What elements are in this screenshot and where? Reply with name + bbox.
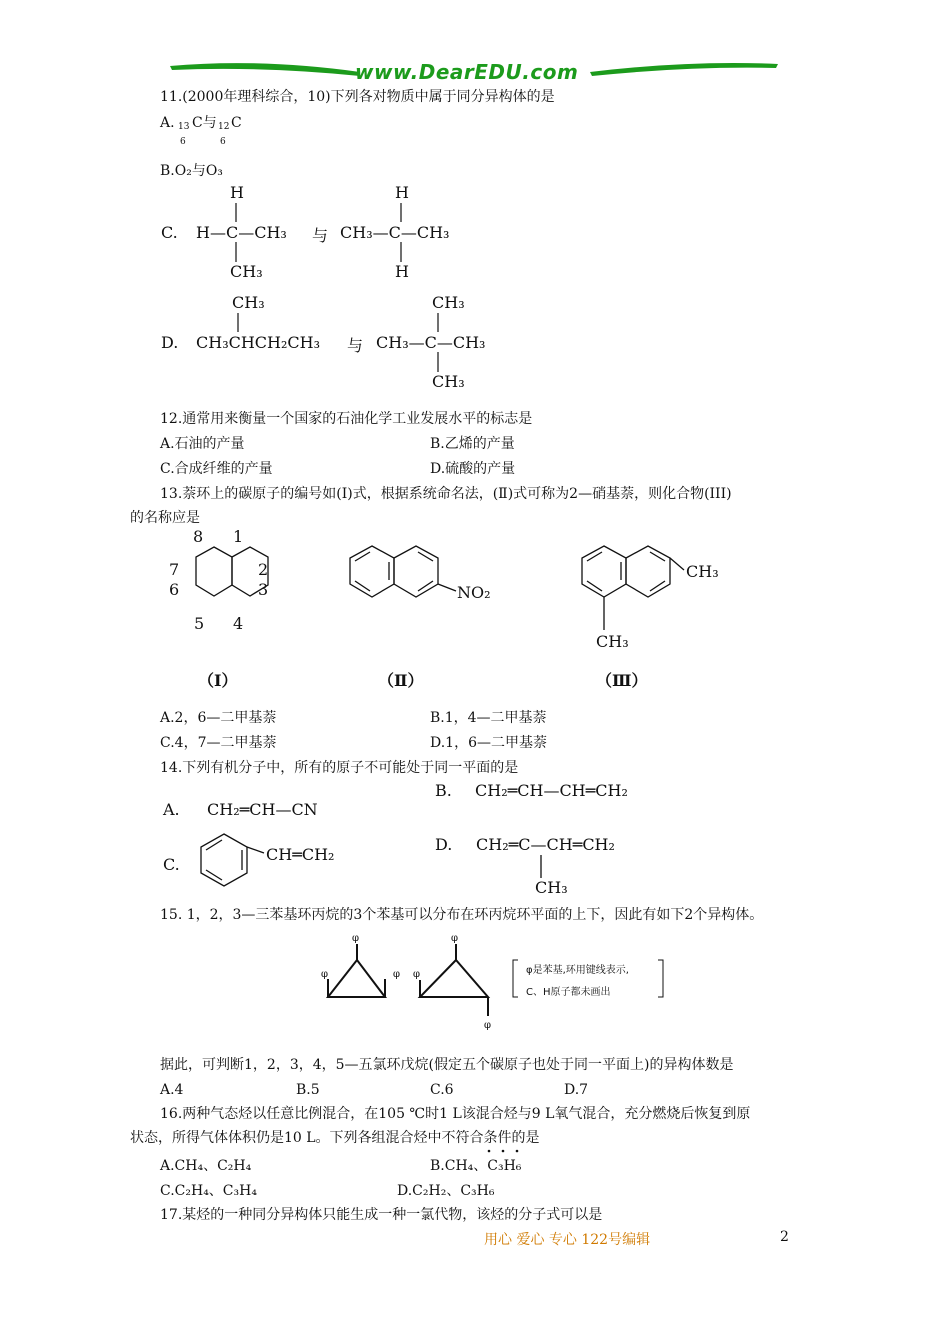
q13-num-2: 2 bbox=[258, 560, 269, 579]
q13-num-1: 1 bbox=[233, 527, 244, 546]
q13-label-2: （Ⅱ） bbox=[378, 671, 424, 690]
q11-a-mass13: 13 bbox=[178, 122, 190, 132]
q15-note-line1: φ是苯基,环用键线表示, bbox=[526, 965, 629, 976]
q15-phi-5: φ bbox=[413, 969, 421, 980]
q11-c-right-top: H bbox=[395, 183, 409, 202]
site-logo: www.DearEDU.com bbox=[355, 60, 579, 84]
q13-stem-line1: 13.萘环上的碳原子的编号如(Ⅰ)式，根据系统命名法，(Ⅱ)式可称为2—硝基萘，则化合物(III) bbox=[160, 486, 732, 502]
q14-option-d-formula: CH₂═C—CH═CH₂ bbox=[476, 835, 615, 854]
q11-a-c-and: C与 bbox=[192, 115, 217, 131]
q13-option-a: A.2，6—二甲基萘 bbox=[160, 710, 277, 726]
q14-option-d-sub: CH₃ bbox=[535, 878, 568, 897]
q13-num-4: 4 bbox=[233, 614, 244, 633]
q14-option-b-label: B. bbox=[435, 781, 452, 800]
footer-text: 用心 爱心 专心 122号编辑 bbox=[484, 1232, 651, 1248]
q12-option-c: C.合成纤维的产量 bbox=[160, 461, 273, 477]
q13-ch3-bottom: CH₃ bbox=[596, 632, 629, 651]
q13-option-d: D.1，6—二甲基萘 bbox=[430, 735, 547, 751]
q13-num-5: 5 bbox=[194, 614, 205, 633]
q11-d-left-row: CH₃CHCH₂CH₃ bbox=[196, 333, 321, 352]
q11-a-c: C bbox=[231, 115, 242, 131]
q13-num-3: 3 bbox=[258, 580, 269, 599]
q13-no2: NO₂ bbox=[457, 583, 491, 602]
q11-option-c-label: C. bbox=[161, 223, 178, 242]
q14-option-d-label: D. bbox=[435, 835, 453, 854]
q11-c-left-row: H—C—CH₃ bbox=[196, 223, 287, 242]
q13-ch3-right: CH₃ bbox=[686, 562, 719, 581]
q11-d-left-top: CH₃ bbox=[232, 293, 265, 312]
q11-c-right-bottom: H bbox=[395, 262, 409, 281]
q14-option-a-label: A. bbox=[163, 800, 180, 819]
q11-a-z6b: 6 bbox=[220, 137, 226, 147]
q11-d-right-top: CH₃ bbox=[432, 293, 465, 312]
q15-phi-6: φ bbox=[484, 1020, 492, 1031]
q13-num-8: 8 bbox=[193, 527, 204, 546]
q13-label-3: （Ⅲ） bbox=[596, 671, 648, 690]
q15-phi-3: φ bbox=[393, 969, 401, 980]
q11-a-z6a: 6 bbox=[180, 137, 186, 147]
q13-option-b: B.1，4—二甲基萘 bbox=[430, 710, 547, 726]
q15-option-b: B.5 bbox=[296, 1082, 320, 1098]
q14-option-a-formula: CH₂═CH—CN bbox=[207, 800, 318, 819]
q11-d-right-bottom: CH₃ bbox=[432, 372, 465, 391]
q12-option-b: B.乙烯的产量 bbox=[430, 436, 515, 452]
q11-a-mass12: 12 bbox=[218, 122, 230, 132]
q11-c-left-top: H bbox=[230, 183, 244, 202]
q11-c-left-bottom: CH₃ bbox=[230, 262, 263, 281]
q13-num-7: 7 bbox=[169, 560, 180, 579]
q11-d-right-row: CH₃—C—CH₃ bbox=[376, 333, 486, 352]
q15-option-a: A.4 bbox=[160, 1082, 184, 1098]
q13-option-c: C.4，7—二甲基萘 bbox=[160, 735, 277, 751]
q15-phi-1: φ bbox=[352, 933, 360, 944]
q14-stem: 14.下列有机分子中，所有的原子不可能处于同一平面的是 bbox=[160, 760, 519, 776]
q14-option-b-formula: CH₂═CH—CH═CH₂ bbox=[475, 781, 628, 800]
q12-option-d: D.硫酸的产量 bbox=[430, 461, 516, 477]
q12-stem: 12.通常用来衡量一个国家的石油化学工业发展水平的标志是 bbox=[160, 411, 533, 427]
q15-option-d: D.7 bbox=[564, 1082, 589, 1098]
q11-option-d-label: D. bbox=[161, 333, 179, 352]
q11-option-b: B.O₂与O₃ bbox=[160, 163, 223, 179]
q14-option-c-label: C. bbox=[163, 855, 180, 874]
q16-stem-line1: 16.两种气态烃以任意比例混合，在105 ℃时1 L该混合烃与9 L氧气混合，充分燃烧后恢复到原 bbox=[160, 1106, 751, 1122]
q11-c-right-row: CH₃—C—CH₃ bbox=[340, 223, 450, 242]
q13-label-1: （Ⅰ） bbox=[198, 671, 238, 690]
q11-c-yu: 与 bbox=[312, 226, 329, 245]
q16-option-a: A.CH₄、C₂H₄ bbox=[160, 1158, 252, 1174]
q13-num-6: 6 bbox=[169, 580, 180, 599]
q11-option-a-label: A. bbox=[160, 115, 175, 131]
q12-option-a: A.石油的产量 bbox=[160, 436, 245, 452]
q16-option-c: C.C₂H₄、C₃H₄ bbox=[160, 1183, 257, 1199]
q16-option-d: D.C₂H₂、C₃H₆ bbox=[397, 1183, 495, 1199]
q15-question: 据此，可判断1，2，3，4，5—五氯环戊烷(假定五个碳原子也处于同一平面上)的异构体数是 bbox=[160, 1057, 734, 1073]
q15-phi-2: φ bbox=[321, 969, 329, 980]
q16-stem-line2: 状态，所得气体体积仍是10 L。下列各组混合烃中不符合条件的是 bbox=[130, 1130, 540, 1146]
q14-option-c-formula: CH═CH₂ bbox=[266, 845, 335, 864]
q15-stem: 15. 1，2，3—三苯基环丙烷的3个苯基可以分布在环丙烷环平面的上下，因此有如下2个异构体。 bbox=[160, 907, 764, 923]
q17-stem: 17.某烃的一种同分异构体只能生成一种一氯代物，该烃的分子式可以是 bbox=[160, 1207, 603, 1223]
q11-stem: 11.(2000年理科综合，10)下列各对物质中属于同分异构体的是 bbox=[160, 89, 555, 105]
q16-option-b: B.CH₄、C₃H₆ bbox=[430, 1158, 522, 1174]
q15-note-line2: C、H原子都未画出 bbox=[526, 987, 611, 998]
page-number: 2 bbox=[780, 1229, 789, 1245]
q13-stem-line2: 的名称应是 bbox=[130, 510, 200, 526]
q15-option-c: C.6 bbox=[430, 1082, 454, 1098]
q11-d-yu: 与 bbox=[347, 336, 364, 355]
q15-phi-4: φ bbox=[451, 933, 459, 944]
